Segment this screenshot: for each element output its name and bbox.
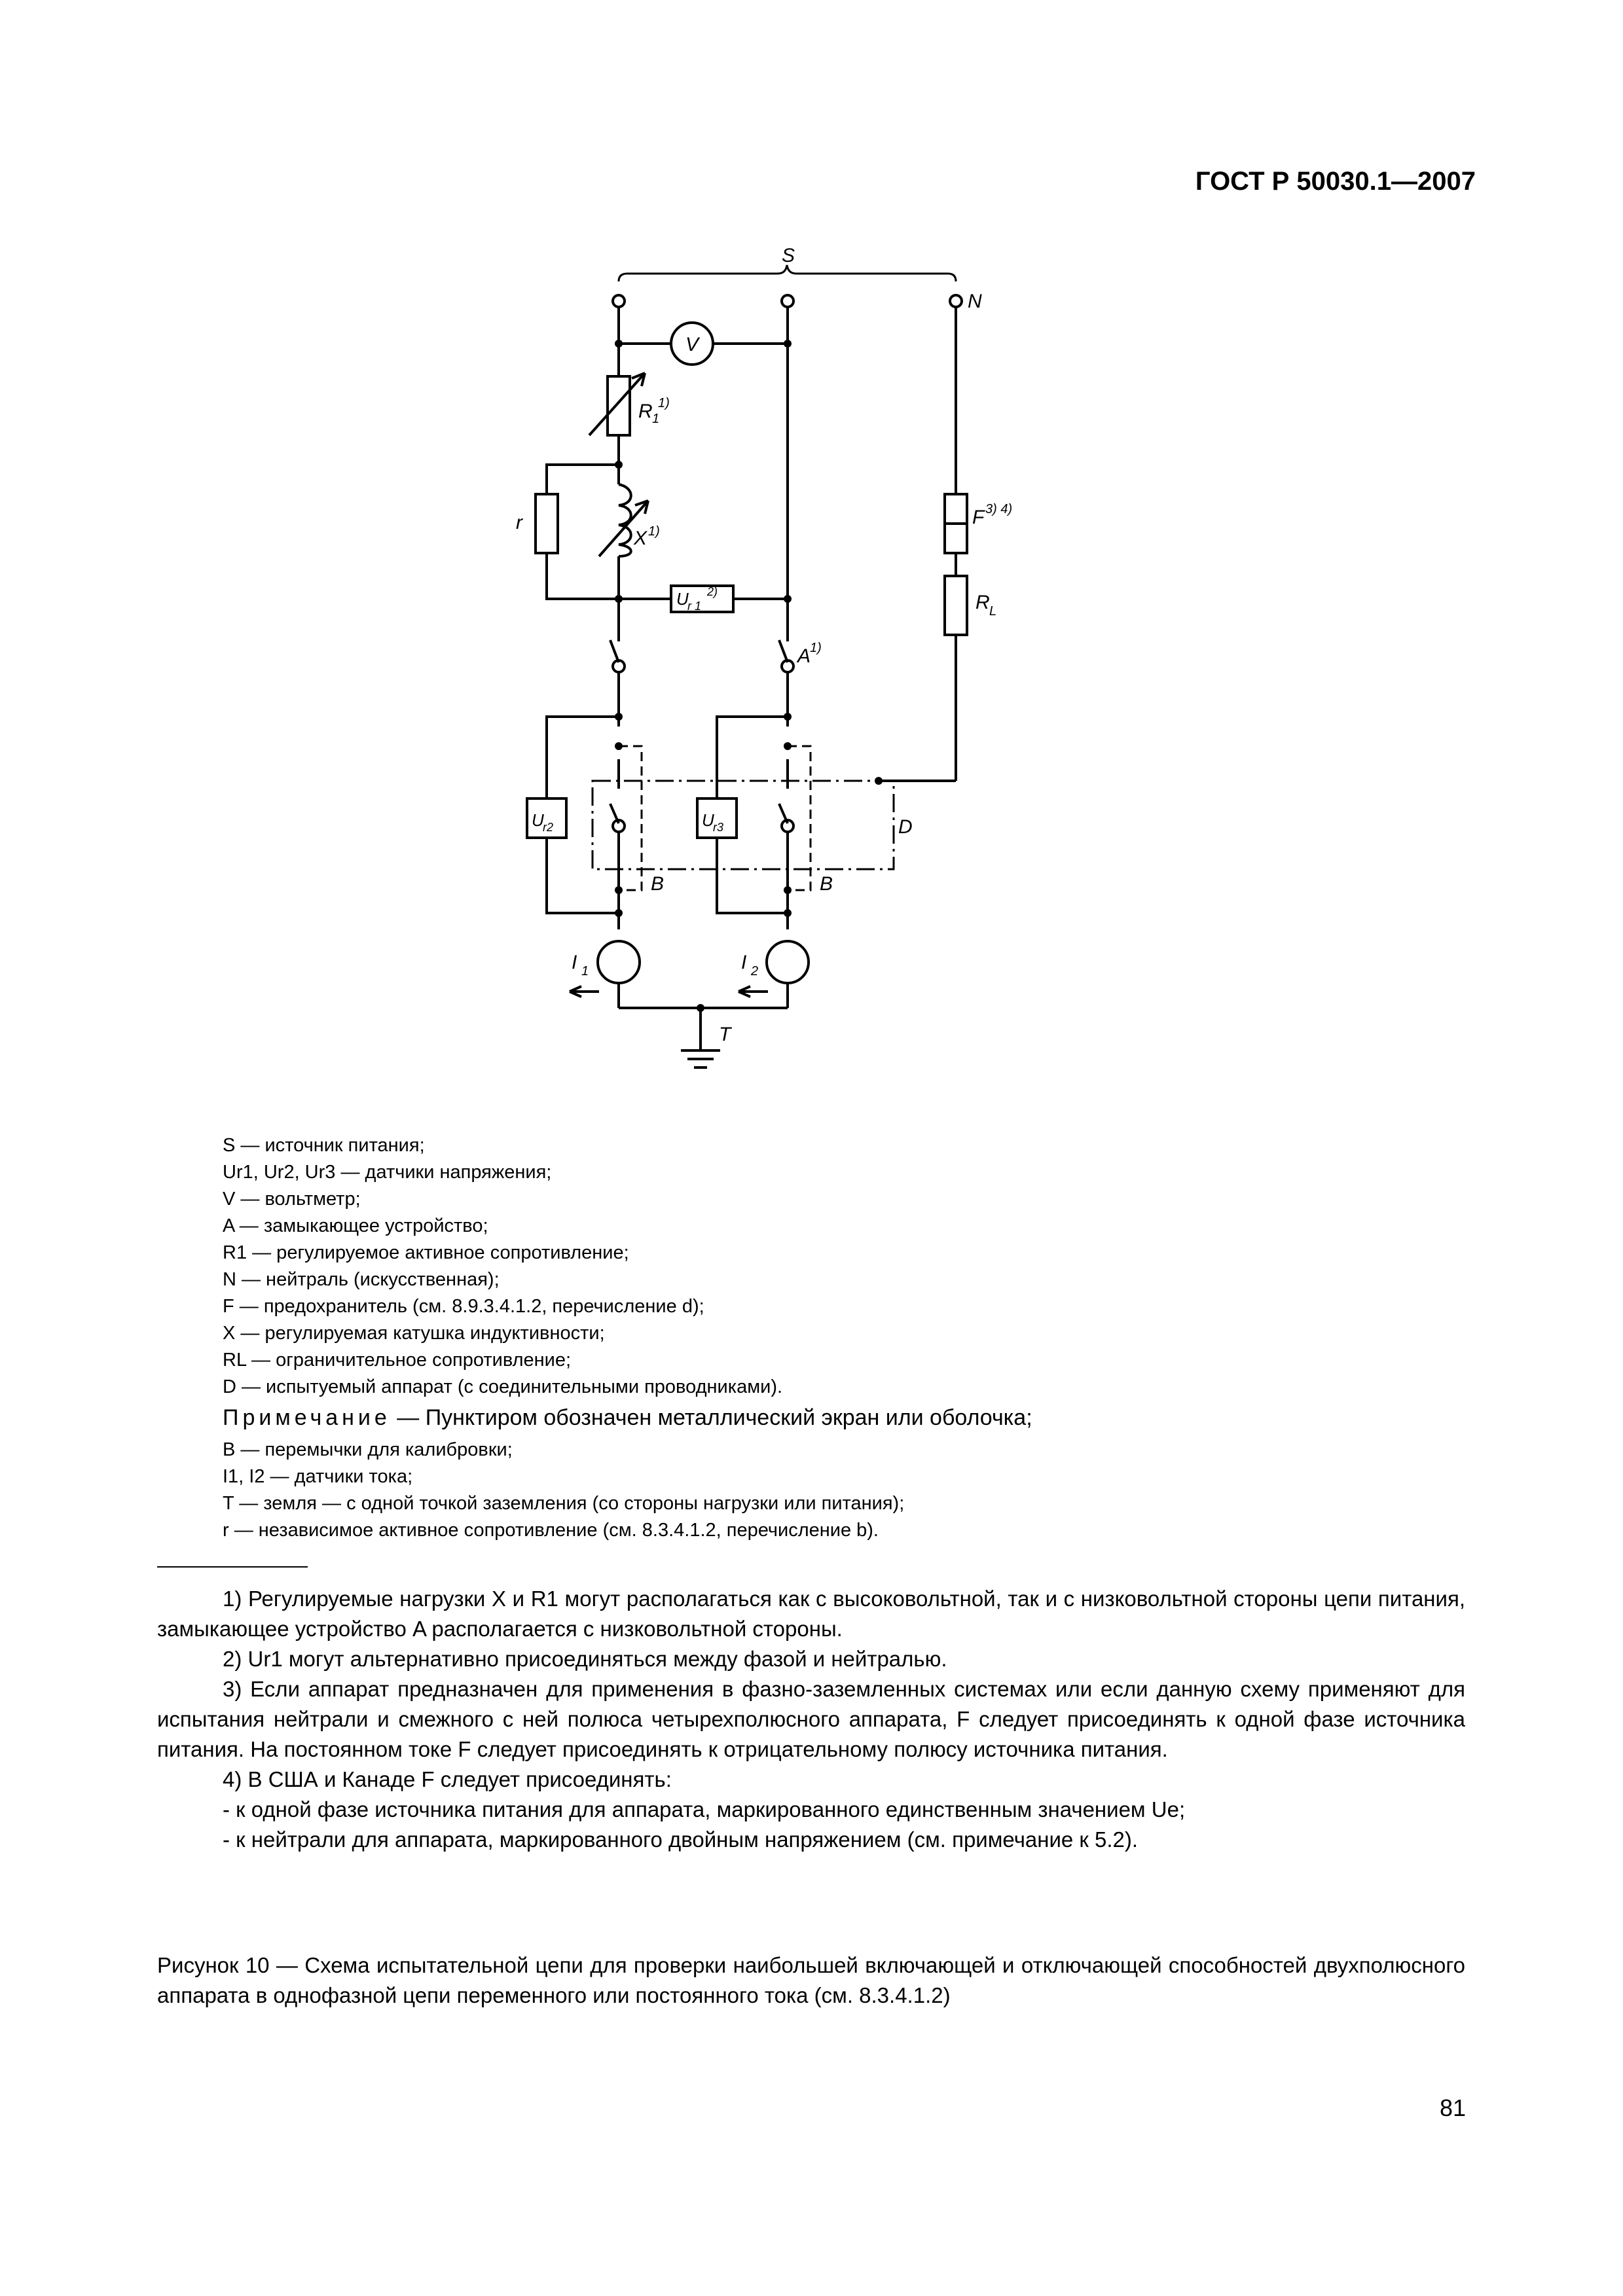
label-i2: I [741, 952, 747, 973]
note-text: — Пунктиром обозначен металлический экран или оболочка; [390, 1405, 1032, 1430]
current-sensor-i1-icon [598, 941, 640, 983]
legend-item: V — вольтметр; [223, 1189, 361, 1210]
legend-item: r — независимое активное сопротивление (см. 8.3.4.1.2, перечисление b). [223, 1520, 879, 1541]
source-terminal-1 [613, 295, 625, 307]
label-f: F [972, 507, 985, 528]
svg-text:r2: r2 [543, 821, 554, 834]
label-a: A [797, 645, 811, 667]
footnote-4-item: - к нейтрали для аппарата, маркированного двойным напряжением (см. примечание к 5.2). [223, 1827, 1139, 1852]
svg-text:3) 4): 3) 4) [985, 502, 1013, 516]
legend-item: B — перемычки для калибровки; [223, 1439, 513, 1460]
legend-item: S — источник питания; [223, 1135, 425, 1156]
figure-caption: Рисунок 10 — Схема испытательной цепи для проверки наибольшей включающей и отключающей способностей двухполюсного аппарата в однофазной цепи переменного или постоянного тока (см. 8.3.4.1.2) [157, 1953, 1465, 2007]
label-r1: R [638, 401, 653, 422]
footnote-4-item: - к одной фазе источника питания для аппарата, маркированного единственным значением Ue; [223, 1797, 1186, 1821]
label-s: S [782, 245, 795, 266]
footnote-3: 3) Если аппарат предназначен для применения в фазно-заземленных системах или если данную схему применяют для испытания нейтрали и смежного с ней полюса четырехполюсного аппарата, F следует присоединять к одной фазе источника питания. На постоянном токе F следует присоединять к отрицательному полюсу источника питания. [157, 1677, 1465, 1761]
resistor-r1-icon [608, 376, 630, 435]
svg-text:2): 2) [707, 585, 718, 598]
footnotes [157, 1584, 1465, 1855]
legend-item: T — земля — с одной точкой заземления (со стороны нагрузки или питания); [223, 1493, 905, 1514]
svg-text:2: 2 [751, 964, 759, 978]
label-x: X [634, 528, 647, 549]
label-b-1: B [651, 873, 665, 895]
resistor-r-icon [536, 494, 558, 553]
note-word: Примечание [223, 1405, 391, 1430]
legend-item: Ur1, Ur2, Ur3 — датчики напряжения; [223, 1162, 552, 1183]
svg-text:1: 1 [581, 964, 589, 978]
svg-text:L: L [989, 604, 997, 619]
page-number: 81 [1439, 2094, 1466, 2121]
current-sensor-i2-icon [767, 941, 809, 983]
label-ur3: U [702, 810, 714, 830]
svg-text:r3: r3 [713, 821, 724, 834]
resistor-rl-icon [945, 576, 967, 635]
svg-text:1): 1) [658, 396, 670, 410]
source-terminal-2 [782, 295, 793, 307]
legend-item: R1 — регулируемое активное сопротивление; [223, 1242, 629, 1263]
neutral-terminal [950, 295, 962, 307]
label-b-2: B [820, 873, 833, 895]
footnote-4: 4) В США и Канаде F следует присоединять: [223, 1767, 672, 1791]
footnote-2: 2) Ur1 могут альтернативно присоединяться между фазой и нейтралью. [223, 1647, 947, 1671]
legend-item: F — предохранитель (см. 8.9.3.4.1.2, перечисление d); [223, 1296, 704, 1317]
svg-text:r 1: r 1 [687, 600, 702, 613]
legend-item: A — замыкающее устройство; [223, 1215, 488, 1236]
legend-item: X — регулируемая катушка индуктивности; [223, 1323, 605, 1344]
label-d: D [898, 816, 913, 838]
legend-item: RL — ограничительное сопротивление; [223, 1350, 572, 1371]
label-t: T [719, 1024, 731, 1045]
label-ur2: U [532, 810, 544, 830]
legend-item: I1, I2 — датчики тока; [223, 1466, 413, 1487]
svg-text:1): 1) [810, 641, 822, 655]
document-header: ГОСТ Р 50030.1—2007 [1195, 167, 1476, 196]
diagram-legend [223, 1132, 1032, 1544]
label-ur1: U [676, 589, 689, 609]
svg-text:1): 1) [648, 524, 660, 539]
legend-item: D — испытуемый аппарат (с соединительными проводниками). [223, 1376, 783, 1397]
svg-text:1: 1 [652, 412, 660, 426]
legend-item: N — нейтраль (искусственная); [223, 1269, 500, 1290]
legend-note [223, 1405, 1032, 1431]
label-r: r [516, 512, 522, 533]
label-v: V [685, 334, 699, 355]
label-i1: I [572, 952, 577, 973]
label-n: N [968, 291, 982, 312]
footnote-separator [157, 1566, 308, 1568]
footnote-1: 1) Регулируемые нагрузки X и R1 могут располагаться как с высоковольтной, так и с низковольтной стороны цепи питания, замыкающее устройство A располагается с низковольтной стороны. [157, 1587, 1465, 1641]
test-circuit-diagram [458, 236, 1048, 1100]
label-rl: R [976, 592, 990, 613]
